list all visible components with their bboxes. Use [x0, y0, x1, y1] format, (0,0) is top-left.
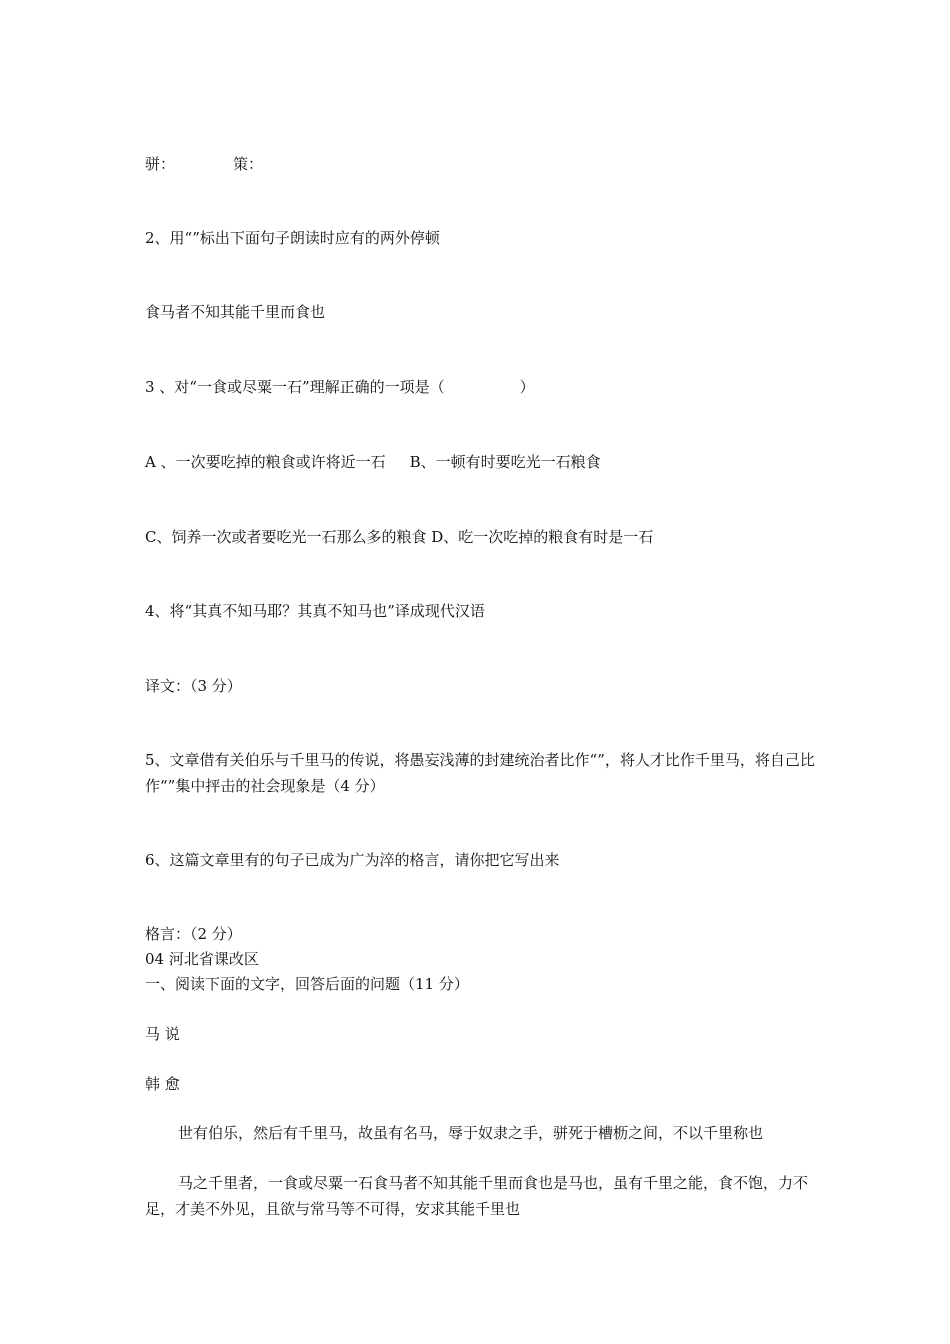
question-2: 2、用“”标出下面句子朗读时应有的两外停顿 — [145, 229, 440, 247]
question-3-options-ab — [145, 452, 601, 472]
part-1-heading: 一、阅读下面的文字，回答后面的问题（11 分） — [145, 975, 469, 993]
question-6: 6、这篇文章里有的句子已成为广为淬的格言，请你把它写出来 — [145, 851, 560, 869]
essay-author: 韩 愈 — [145, 1075, 180, 1093]
question-4-answer-label: 译文：（3 分） — [145, 677, 242, 695]
essay-paragraph-2: 马之千里者，一食或尽粟一石食马者不知其能千里而食也是马也，虽有千里之能，食不饱，力不足，才美不外见，且欲与常马等不可得，安求其能千里也 — [145, 1174, 809, 1218]
question-5: 5、文章借有关伯乐与千里马的传说，将愚妄浅薄的封建统治者比作“”，将人才比作千里马，将自己比作“”集中抨击的社会现象是（4 分） — [145, 751, 815, 795]
question-2-sentence: 食马者不知其能千里而食也 — [145, 303, 326, 321]
option-a: A 、一次要吃掉的粮食或许将近一石 — [145, 453, 386, 471]
section-heading: 04 河北省课改区 — [145, 950, 259, 968]
question-3: 3 、对“一食或尽粟一石”理解正确的一项是（ ） — [145, 378, 535, 396]
essay-title: 马 说 — [145, 1025, 180, 1043]
vocab-ce: 策： — [233, 155, 264, 173]
vocab-pian: 骈： — [145, 155, 176, 173]
option-b: B、一顿有时要吃光一石粮食 — [409, 453, 601, 471]
vocab-line — [145, 154, 263, 174]
question-6-answer-label: 格言：（2 分） — [145, 925, 242, 943]
essay-paragraph-1: 世有伯乐，然后有千里马，故虽有名马，辱于奴隶之手，骈死于槽枥之间，不以千里称也 — [178, 1124, 764, 1142]
question-4: 4、将“其真不知马耶？其真不知马也”译成现代汉语 — [145, 602, 485, 620]
question-3-options-cd: C、饲养一次或者要吃光一石那么多的粮食 D、吃一次吃掉的粮食有时是一石 — [145, 528, 654, 546]
